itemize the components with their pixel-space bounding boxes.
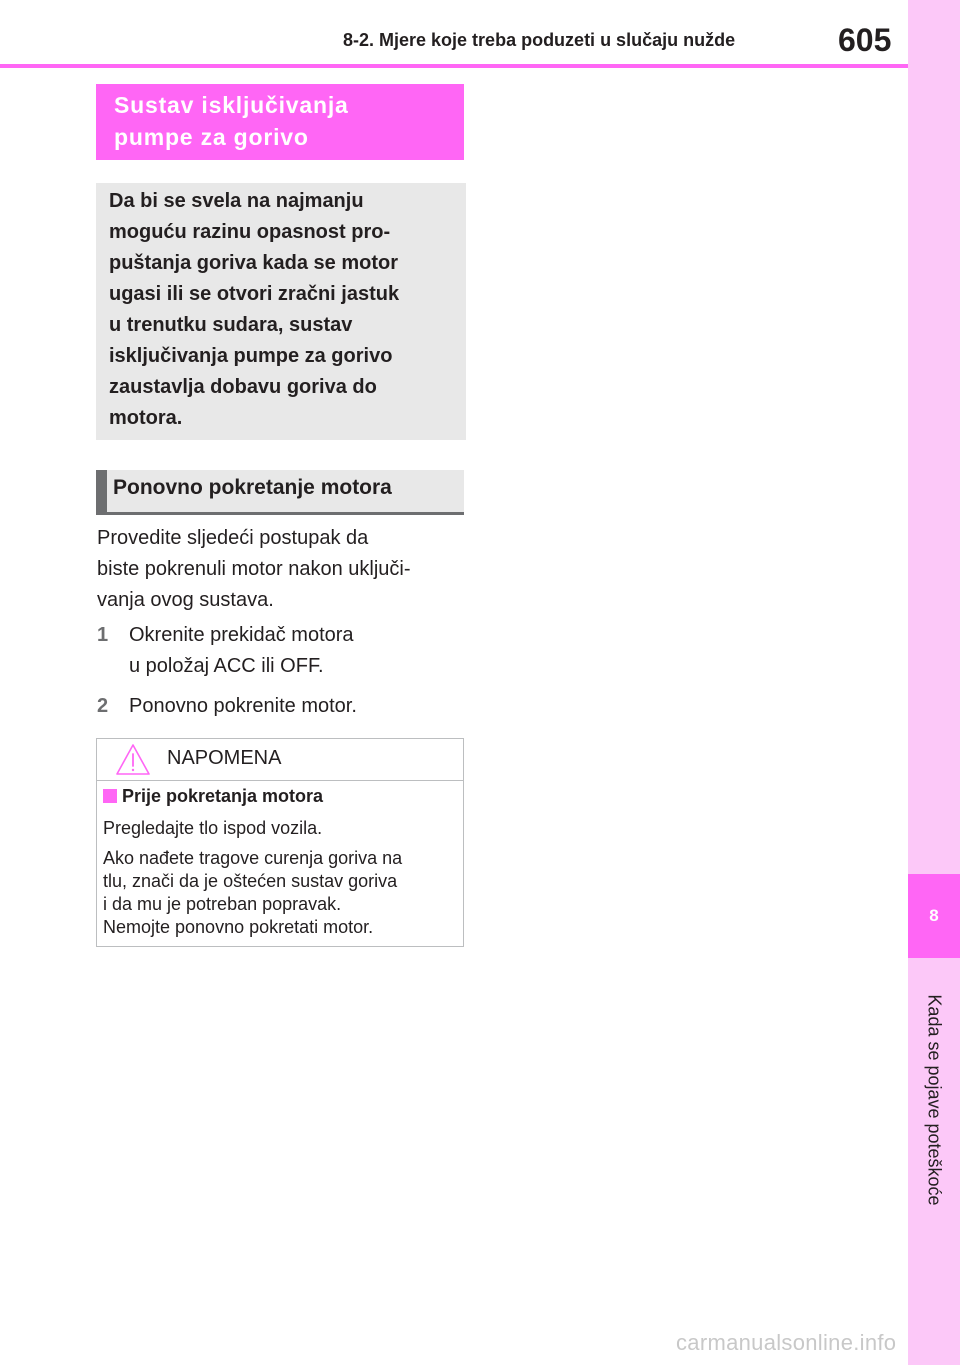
step-number: 2: [97, 695, 109, 717]
body-line: biste pokrenuli motor nakon uključi-: [97, 558, 411, 580]
notice-line: Nemojte ponovno pokretati motor.: [103, 917, 374, 937]
step-text: [129, 691, 459, 722]
intro-line: Da bi se svela na najmanju: [109, 190, 364, 212]
notice-subtitle: [103, 786, 323, 807]
header-divider: [0, 64, 908, 68]
notice-label: NAPOMENA: [167, 747, 282, 769]
section-title-restart-engine: Ponovno pokretanje motora: [96, 470, 464, 515]
section-title-fuel-pump-cutoff: [96, 84, 464, 160]
body-line: vanja ovog sustava.: [97, 589, 274, 611]
notice-line: i da mu je potreban popravak.: [103, 894, 342, 914]
side-tab-label: Kada se pojave poteškoće: [924, 994, 945, 1206]
step-number: 1: [97, 624, 109, 646]
intro-line: ugasi ili se otvori zračni jastuk: [109, 283, 400, 305]
body-paragraph: [97, 523, 477, 616]
section-title-line: pumpe za gorivo: [114, 124, 309, 150]
pink-square-bullet-icon: [103, 789, 117, 803]
intro-line: puštanja goriva kada se motor: [109, 252, 398, 274]
notice-line: tlu, znači da je oštećen sustav goriva: [103, 871, 398, 891]
notice-paragraph: Pregledajte tlo ispod vozila.: [103, 818, 323, 838]
notice-subtitle-text: Prije pokretanja motora: [122, 786, 324, 806]
side-tab-chapter-number[interactable]: 8: [908, 874, 960, 958]
notice-header: [97, 739, 463, 781]
intro-line: motora.: [109, 407, 183, 429]
step-line: Okrenite prekidač motora: [129, 624, 354, 646]
intro-box: [96, 183, 466, 440]
notice-line: Ako nađete tragove curenja goriva na: [103, 848, 403, 868]
body-line: Provedite sljedeći postupak da: [97, 527, 369, 549]
step-line: Ponovno pokrenite motor.: [129, 695, 357, 717]
intro-line: moguću razinu opasnost pro-: [109, 221, 391, 243]
intro-line: u trenutku sudara, sustav: [109, 314, 353, 336]
notice-paragraph: [103, 847, 459, 939]
warning-triangle-icon: [115, 743, 151, 777]
step-line: u položaj ACC ili OFF.: [129, 655, 324, 677]
watermark: carmanualsonline.info: [676, 1330, 897, 1355]
notice-box: [96, 738, 464, 947]
section-title-line: Sustav isključivanja: [114, 92, 349, 118]
intro-line: zaustavlja dobavu goriva do: [109, 376, 377, 398]
intro-line: isključivanja pumpe za gorivo: [109, 345, 393, 367]
page-number: 605: [838, 22, 892, 58]
step-text: [129, 620, 459, 682]
chapter-title: 8-2. Mjere koje treba poduzeti u slučaju nužde: [343, 30, 736, 50]
